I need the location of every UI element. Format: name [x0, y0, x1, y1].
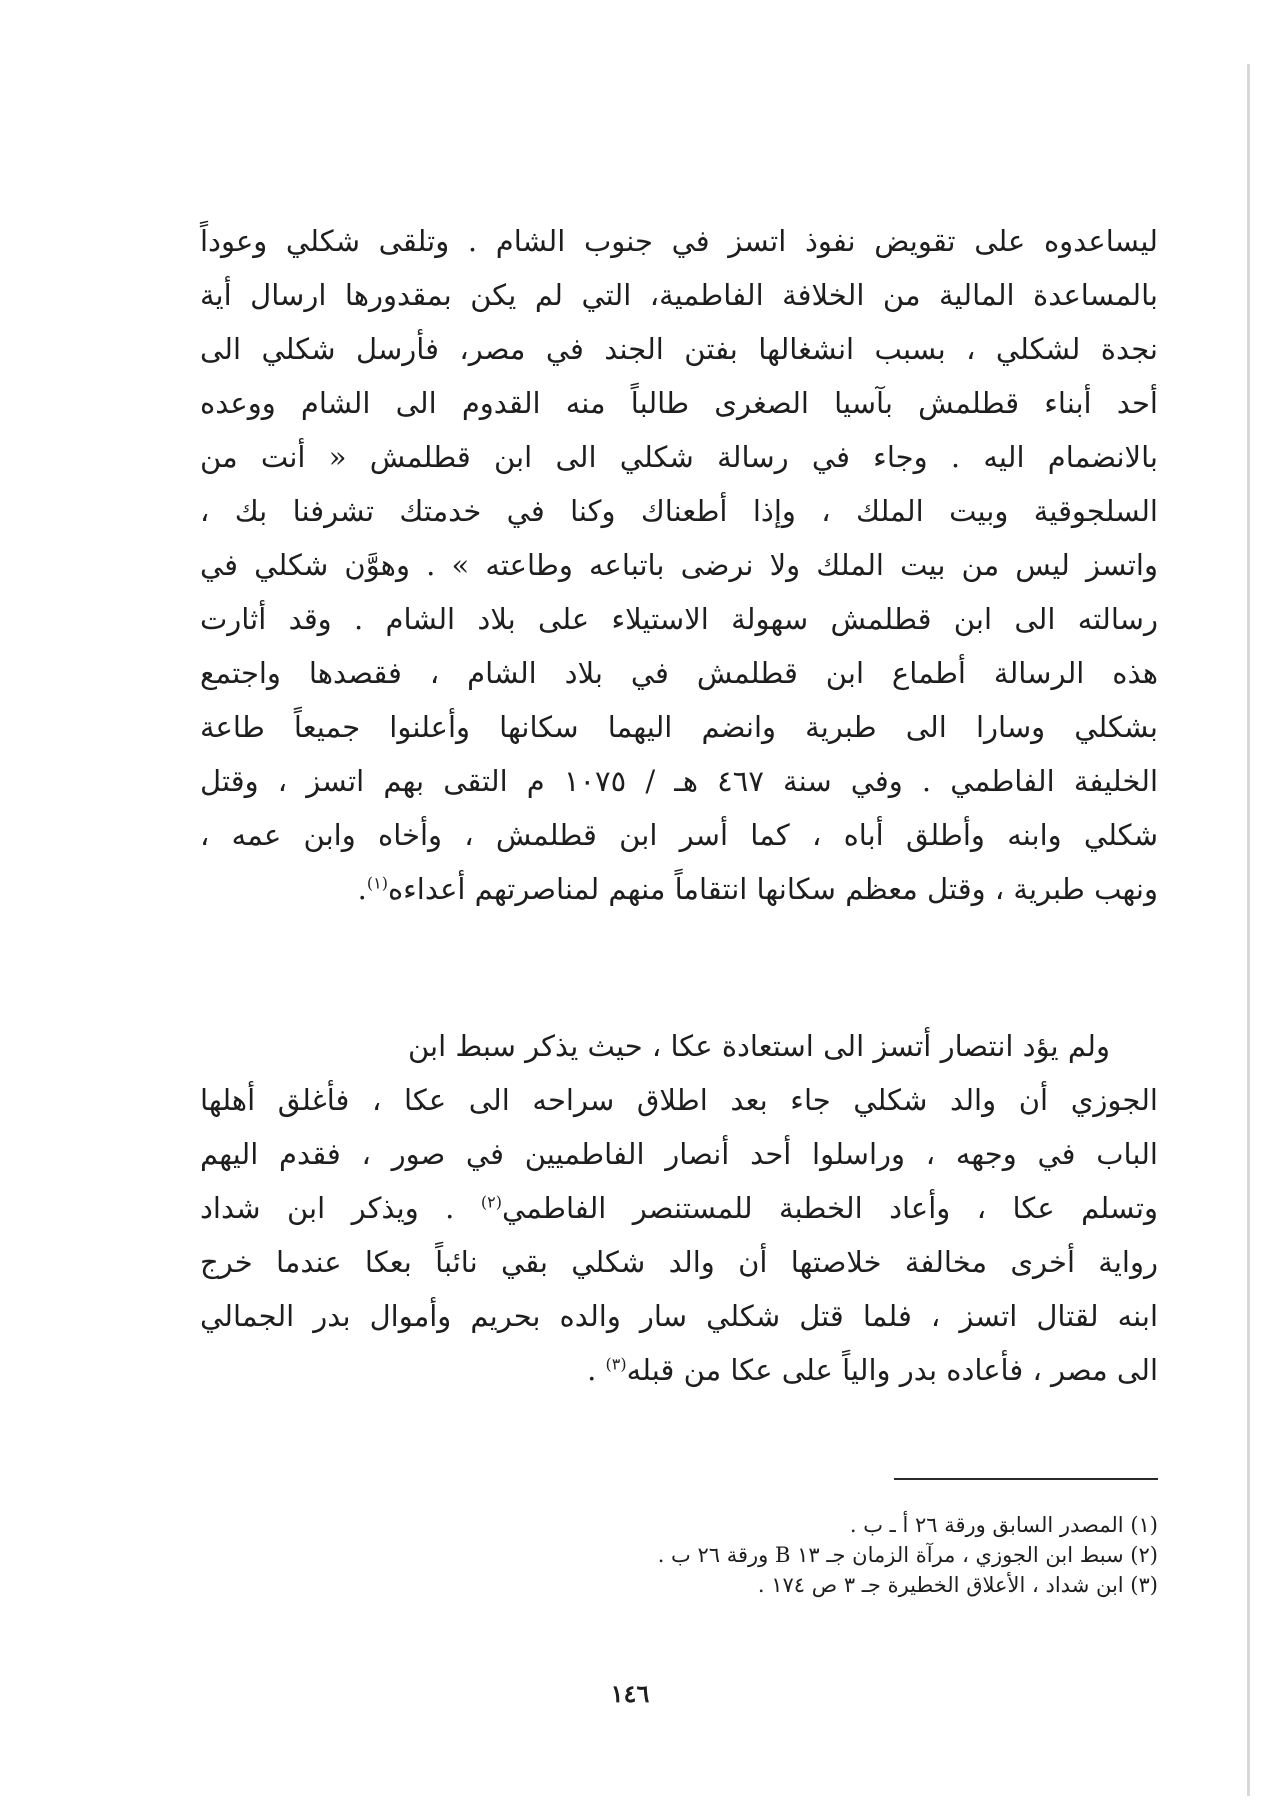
paragraph-2-line-4 — [200, 1181, 1158, 1235]
paragraph-1-line-6: السلجوقية وبيت الملك ، وإذا أطعناك وكنا في خدمتك تشرفنا بك ، — [200, 494, 1158, 528]
paragraph-2-line-6: ابنه لقتال اتسز ، فلما قتل شكلي سار والده بحريم وأموال بدر الجمالي — [200, 1299, 1158, 1333]
paragraph-1-line-8: رسالته الى ابن قطلمش سهولة الاستيلاء على بلاد الشام . وقد أثارت — [200, 602, 1158, 636]
paragraph-2-line-5: رواية أخرى مخالفة خلاصتها أن والد شكلي بقي نائباً بعكا عندما خرج — [200, 1245, 1158, 1279]
footnote-2: (٢) سبط ابن الجوزي ، مرآة الزمان جـ ١٣ B ورقة ٢٦ ب . — [657, 1543, 1158, 1567]
paragraph-1-line-13 — [200, 862, 1158, 916]
footnote-ref-1: (١) — [366, 873, 388, 893]
footnote-ref-2: (٢) — [480, 1192, 502, 1212]
paragraph-1-line-12: شكلي وابنه وأطلق أباه ، كما أسر ابن قطلمش ، وأخاه وابن عمه ، — [200, 818, 1158, 852]
paragraph-1-line-11: الخليفة الفاطمي . وفي سنة ٤٦٧ هـ / ١٠٧٥ م التقى بهم اتسز ، وقتل — [200, 764, 1159, 798]
line-tail: . ويذكر ابن شداد — [200, 1191, 481, 1225]
paragraph-2-line-1: ولم يؤد انتصار أتسز الى استعادة عكا ، حيث يذكر سبط ابن — [407, 1029, 1110, 1063]
page-edge-line — [1247, 64, 1250, 1796]
line-text: وتسلم عكا ، وأعاد الخطبة للمستنصر الفاطمي — [501, 1191, 1158, 1225]
paragraph-1-line-9: هذه الرسالة أطماع ابن قطلمش في بلاد الشام ، فقصدها واجتمع — [200, 656, 1158, 690]
paragraph-2-line-2: الجوزي أن والد شكلي جاء بعد اطلاق سراحه الى عكا ، فأغلق أهلها — [200, 1083, 1158, 1117]
line-text: ونهب طبرية ، وقتل معظم سكانها انتقاماً منهم لمناصرتهم أعداءه — [387, 872, 1158, 906]
line-end: . — [357, 872, 367, 906]
paragraph-1-line-4: أحد أبناء قطلمش بآسيا الصغرى طالباً منه القدوم الى الشام ووعده — [200, 386, 1158, 420]
paragraph-1-line-3: نجدة لشكلي ، بسبب انشغالها بفتن الجند في مصر، فأرسل شكلي الى — [200, 332, 1158, 366]
line-end: . — [587, 1353, 606, 1387]
footnote-ref-3: (٣) — [605, 1354, 627, 1374]
footnote-1: (١) المصدر السابق ورقة ٢٦ أ ـ ب . — [849, 1513, 1158, 1537]
paragraph-2-line-3: الباب في وجهه ، وراسلوا أحد أنصار الفاطميين في صور ، فقدم اليهم — [200, 1137, 1158, 1171]
paragraph-1-line-2: بالمساعدة المالية من الخلافة الفاطمية، التي لم يكن بمقدورها ارسال أية — [200, 278, 1158, 312]
footnote-separator — [894, 1478, 1158, 1480]
paragraph-1-line-5: بالانضمام اليه . وجاء في رسالة شكلي الى ابن قطلمش « أنت من — [200, 440, 1158, 474]
paragraph-1-line-7: واتسز ليس من بيت الملك ولا نرضى باتباعه وطاعته » . وهوَّن شكلي في — [200, 548, 1158, 582]
footnote-3: (٣) ابن شداد ، الأعلاق الخطيرة جـ ٣ ص ١٧٤ . — [757, 1573, 1158, 1597]
paragraph-1-line-1: ليساعدوه على تقويض نفوذ اتسز في جنوب الشام . وتلقى شكلي وعوداً — [200, 224, 1158, 258]
paragraph-2-line-7 — [200, 1343, 1158, 1397]
page-number: ١٤٦ — [610, 1679, 650, 1708]
paragraph-1-line-10: بشكلي وسارا الى طبرية وانضم اليهما سكانها وأعلنوا جميعاً طاعة — [200, 710, 1158, 744]
line-text: الى مصر ، فأعاده بدر والياً على عكا من قبله — [626, 1353, 1158, 1387]
